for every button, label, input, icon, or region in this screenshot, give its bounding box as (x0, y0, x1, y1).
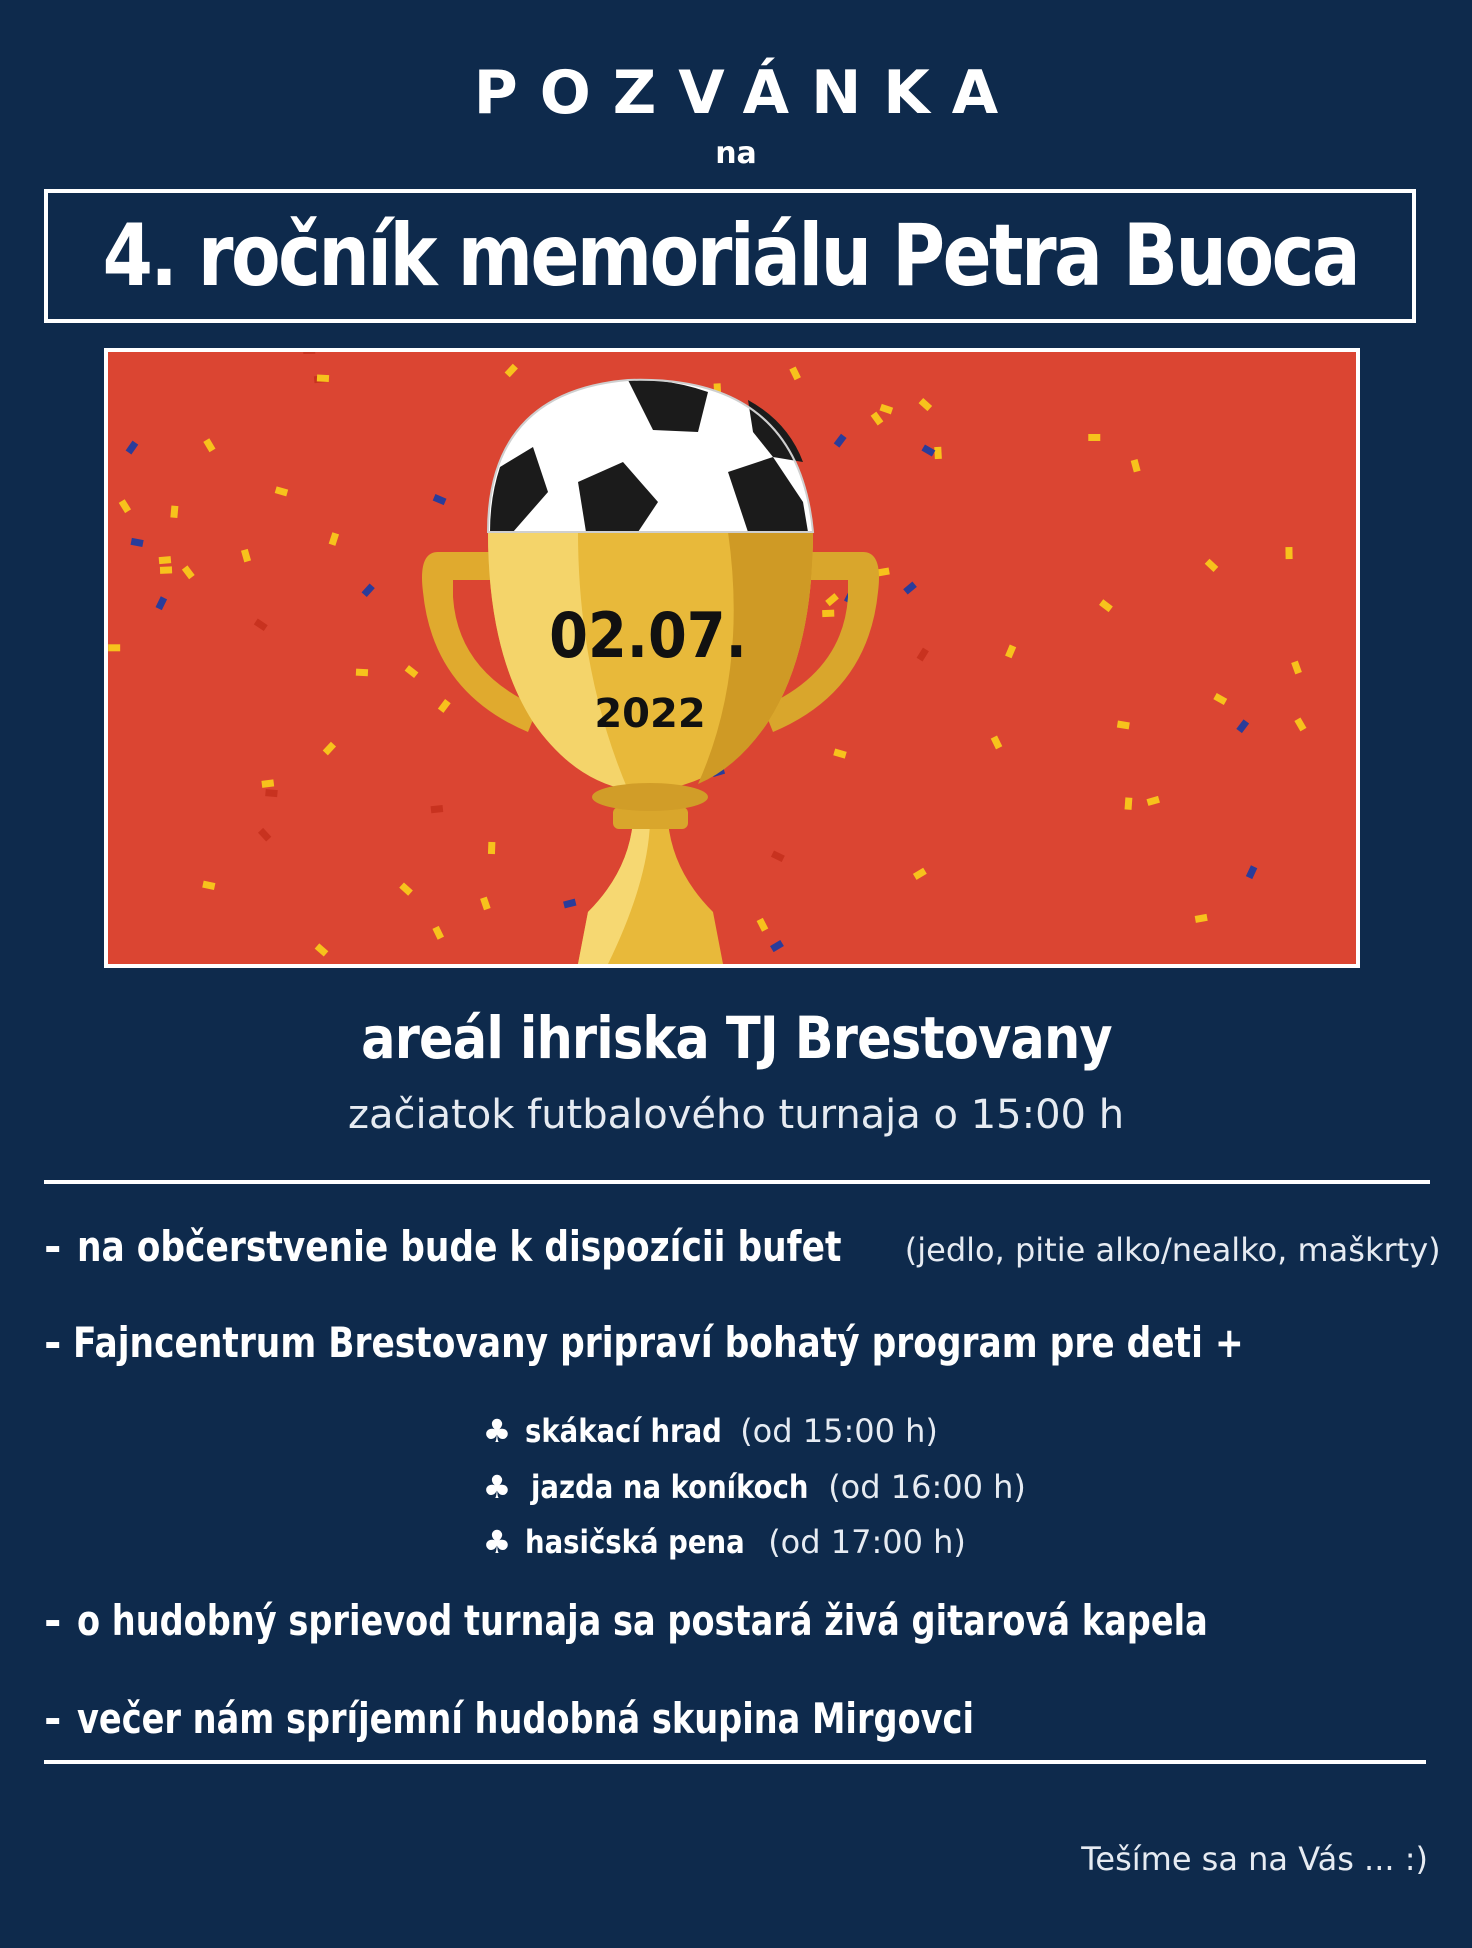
program-item (44, 1694, 1444, 1743)
confetti-piece (834, 434, 847, 448)
confetti-piece (258, 828, 271, 842)
kids-item-text: skákací hrad (525, 1412, 722, 1450)
confetti-piece (362, 583, 375, 597)
invitation-heading: POZVÁNKA (473, 58, 1021, 128)
confetti-piece (903, 581, 917, 594)
club-icon: ♣ (482, 1468, 512, 1506)
item-text: na občerstvenie bude k dispozícii bufet (76, 1222, 841, 1271)
kids-item (474, 1412, 938, 1450)
confetti-piece (202, 881, 215, 890)
confetti-piece (771, 850, 785, 862)
confetti-piece (921, 444, 935, 456)
title-box (44, 189, 1416, 323)
confetti-piece (1125, 797, 1133, 809)
kids-item-text: hasičská pena (525, 1523, 745, 1561)
confetti-piece (329, 532, 339, 546)
confetti-piece (241, 549, 251, 562)
confetti-piece (1005, 645, 1016, 659)
confetti-piece (317, 374, 329, 382)
item-dash: - (44, 1318, 62, 1367)
confetti-piece (303, 352, 315, 354)
confetti-piece (488, 842, 495, 854)
confetti-piece (156, 596, 168, 610)
program-item (44, 1318, 1444, 1367)
confetti-piece (254, 619, 268, 632)
kids-item (474, 1468, 1026, 1506)
divider-top (44, 1180, 1430, 1184)
event-year: 2022 (594, 691, 706, 737)
item-text: Fajncentrum Brestovany pripraví bohatý program pre deti + (72, 1318, 1244, 1367)
confetti-piece (1088, 434, 1100, 441)
start-time: začiatok futbalového turnaja o 15:00 h (347, 1092, 1125, 1138)
confetti-piece (789, 366, 801, 380)
club-icon: ♣ (482, 1523, 512, 1561)
closing-text: Tešíme sa na Vás ... :) (1081, 1840, 1428, 1878)
confetti-piece (431, 805, 444, 813)
confetti-piece (1236, 719, 1249, 733)
confetti-piece (323, 742, 336, 756)
confetti-piece (356, 669, 368, 677)
confetti-piece (170, 505, 178, 518)
confetti-piece (770, 940, 784, 952)
confetti-piece (433, 494, 447, 505)
confetti-piece (991, 736, 1003, 750)
na-label: na (715, 136, 757, 171)
item-text: večer nám spríjemní hudobná skupina Mirgovci (76, 1694, 974, 1743)
kids-item (474, 1523, 966, 1561)
confetti-piece (405, 665, 419, 678)
kids-item-time: (od 15:00 h) (740, 1412, 938, 1450)
confetti-piece (1294, 718, 1306, 732)
confetti-piece (399, 882, 413, 895)
program-item (44, 1222, 1444, 1271)
divider-bottom (44, 1760, 1426, 1764)
confetti-piece (757, 918, 769, 932)
confetti-piece (131, 538, 144, 547)
item-text: o hudobný sprievod turnaja sa postará živá gitarová kapela (76, 1596, 1208, 1645)
kids-item-text: jazda na koníkoch (531, 1468, 809, 1506)
item-dash: - (44, 1222, 62, 1271)
confetti-piece (1205, 559, 1219, 572)
confetti-piece (159, 556, 172, 564)
confetti-piece (108, 644, 120, 651)
program-item (44, 1596, 1444, 1645)
item-note: (jedlo, pitie alko/nealko, maškrty) (904, 1231, 1441, 1269)
confetti-piece (1099, 599, 1113, 612)
event-title: 4. ročník memoriálu Petra Buoca (102, 206, 1358, 306)
confetti-piece (1285, 547, 1292, 559)
event-date: 02.07. (549, 599, 747, 672)
confetti-piece (871, 412, 884, 426)
confetti-piece (480, 897, 491, 911)
confetti-piece (126, 441, 139, 455)
confetti-piece (438, 699, 451, 713)
confetti-piece (833, 749, 846, 759)
trophy-illustration (108, 352, 1356, 964)
confetti-piece (265, 789, 278, 797)
item-dash: - (44, 1596, 62, 1645)
confetti-piece (1291, 661, 1302, 675)
confetti-piece (160, 566, 172, 573)
trophy-icon (422, 532, 879, 964)
confetti-piece (275, 486, 288, 496)
confetti-piece (917, 648, 929, 662)
confetti-piece (1195, 914, 1208, 923)
venue-name: areál ihriska TJ Brestovany (360, 1004, 1112, 1072)
trophy-banner (104, 348, 1360, 968)
confetti-piece (934, 447, 942, 459)
confetti-piece (1213, 693, 1227, 705)
confetti-piece (182, 565, 195, 579)
confetti-piece (432, 926, 444, 940)
confetti-piece (1131, 459, 1141, 472)
soccer-ball-icon (488, 380, 813, 532)
kids-item-time: (od 16:00 h) (828, 1468, 1026, 1506)
confetti-piece (563, 899, 576, 909)
confetti-piece (879, 404, 893, 415)
confetti-piece (261, 779, 274, 787)
confetti-piece (119, 499, 131, 513)
confetti-piece (203, 438, 215, 452)
confetti-piece (505, 364, 518, 378)
confetti-piece (919, 398, 933, 411)
confetti-piece (1246, 865, 1257, 879)
confetti-piece (1146, 796, 1159, 806)
club-icon: ♣ (482, 1412, 512, 1450)
confetti-piece (1117, 721, 1130, 730)
confetti-piece (822, 610, 834, 617)
confetti-piece (913, 868, 927, 880)
confetti-piece (825, 593, 839, 606)
confetti-piece (315, 943, 329, 956)
kids-item-time: (od 17:00 h) (768, 1523, 966, 1561)
item-dash: - (44, 1694, 62, 1743)
